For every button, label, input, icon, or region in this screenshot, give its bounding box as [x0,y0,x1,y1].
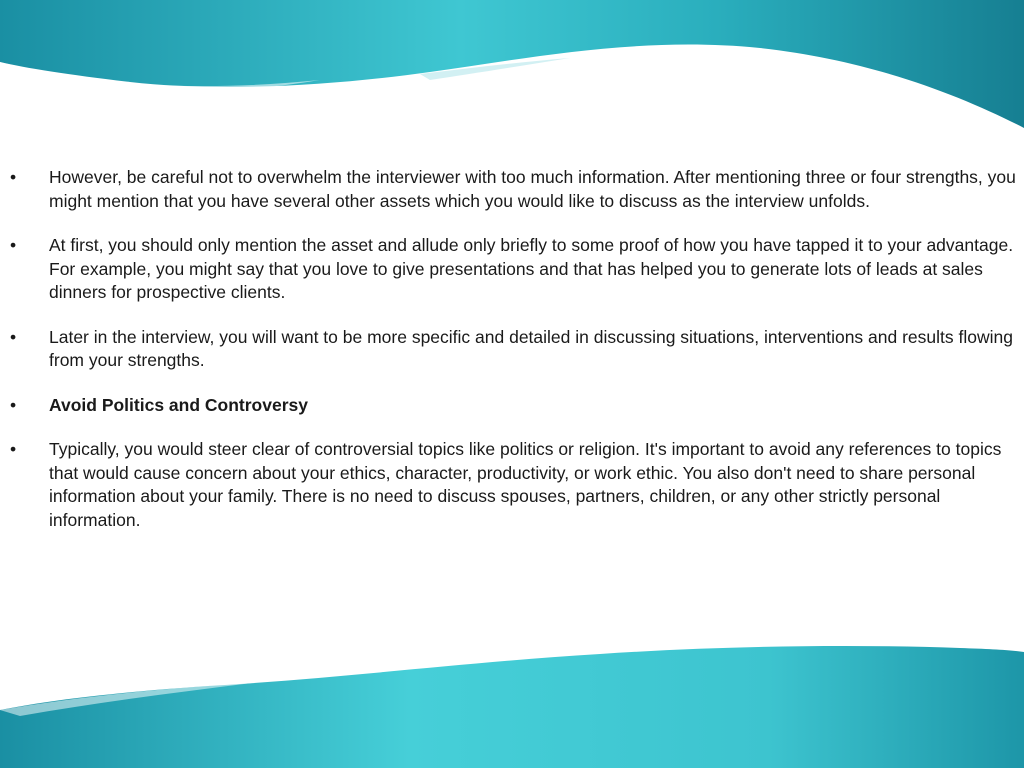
bullet-list [0,166,1024,553]
bullet-marker: • [10,326,17,347]
bullet-marker: • [10,235,17,255]
bullet-item [0,166,1024,213]
bullet-text: However, be careful not to overwhelm the interviewer with too much information. After mentioning three or four strengths, you might mention that you have several other assets which you would like to discuss as the interview unfolds. [49,167,1016,211]
bullet-marker: • [10,394,17,415]
bullet-text: Later in the interview, you will want to be more specific and detailed in discussing situations, interventions and results flowing from your strengths. [49,326,1013,370]
section-heading: Avoid Politics and Controversy [49,394,308,415]
bullet-text: At first, you should only mention the asset and allude only briefly to some proof of how you have tapped it to your advantage. For example, you might say that you love to give presentations and that has helped you to generate lots of leads at sales dinners for prospective clients. [49,235,1014,302]
bullet-text: Typically, you would steer clear of controversial topics like politics or religion. It's important to avoid any references to topics that would cause concern about your ethics, character, productivity, or work ethic. You also don't need to share personal information about your family. There is no need to discuss spouses, partners, children, or any other strictly personal information. [49,439,1002,530]
bullet-item-heading [0,394,1024,418]
bullet-marker: • [10,167,17,187]
bullet-marker: • [10,439,17,459]
bullet-item [0,326,1024,373]
bullet-item [0,438,1024,532]
bottom-wave-decoration [0,640,1024,768]
bullet-item [0,234,1024,305]
top-wave-decoration [0,0,1024,135]
